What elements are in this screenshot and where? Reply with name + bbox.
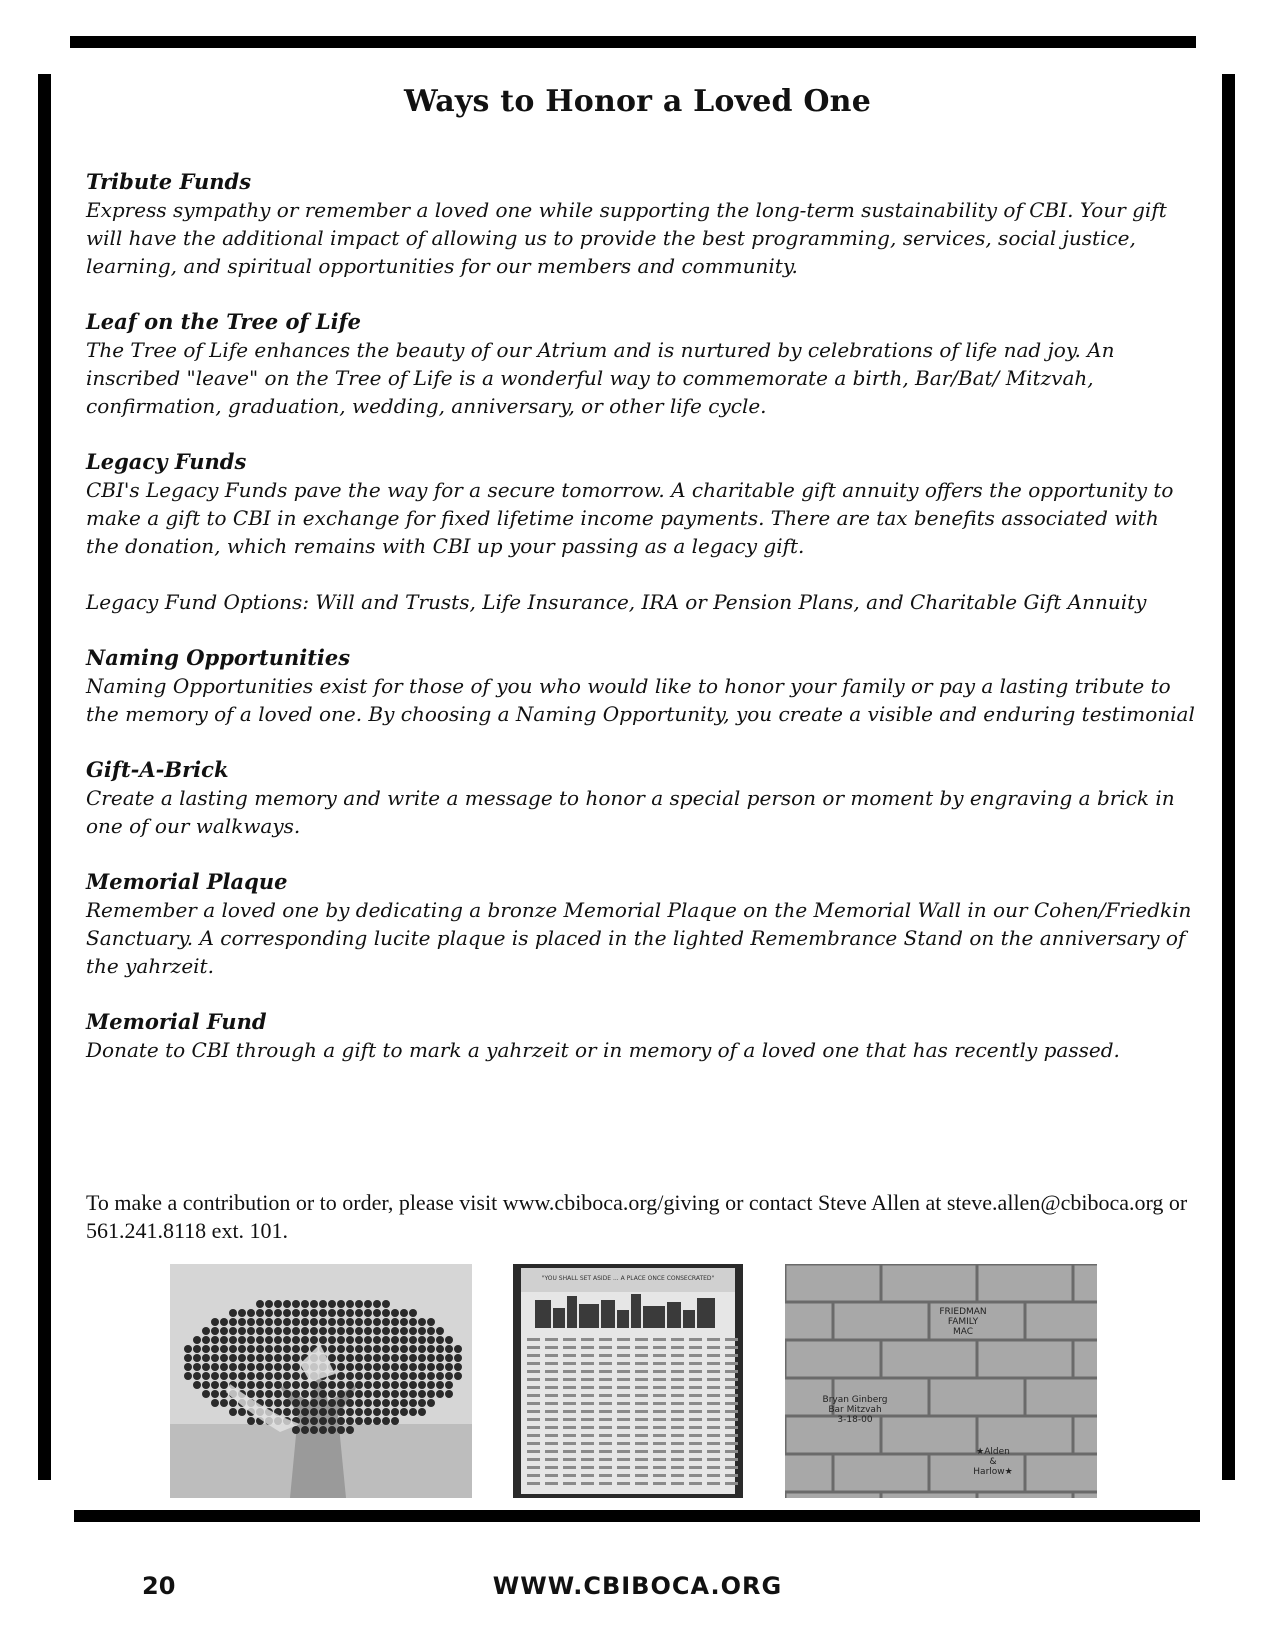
footer-url: WWW.CBIBOCA.ORG: [492, 1572, 783, 1600]
section-heading: Memorial Fund: [86, 1009, 267, 1034]
brick-text: FAMILY: [947, 1317, 979, 1327]
section-naming-opportunities: [86, 644, 1196, 728]
section-heading: Leaf on the Tree of Life: [86, 309, 361, 334]
brick-text: ★Alden: [976, 1447, 1010, 1457]
page-title: Ways to Honor a Loved One: [404, 84, 871, 119]
bottom-border-bar: [74, 1510, 1200, 1522]
section-tree-of-life: [86, 308, 1196, 420]
brick-text: FRIEDMAN: [939, 1307, 987, 1317]
wall-banner-text: "YOU SHALL SET ASIDE ... A PLACE ONCE CONSECRATED": [541, 1275, 715, 1282]
section-memorial-fund: [86, 1008, 1196, 1064]
section-heading: Memorial Plaque: [86, 869, 288, 894]
section-heading: Tribute Funds: [86, 169, 252, 194]
section-gift-a-brick: [86, 756, 1196, 840]
sections-container: [86, 168, 1196, 1092]
section-heading: Naming Opportunities: [86, 645, 351, 670]
section-body: Express sympathy or remember a loved one while supporting the long-term sustainability of CBI. Your gift will have the additional impact of allowing us to provide the best programming, services, social justice, learning, and spiritual opportunities for our members and community.: [86, 198, 1167, 278]
section-body: CBI's Legacy Funds pave the way for a secure tomorrow. A charitable gift annuity offers the opportunity to make a gift to CBI in exchange for fixed lifetime income payments. There are tax benefits associated with the donation, which remains with CBI up your passing as a legacy gift.: [86, 478, 1174, 558]
contact-info: To make a contribution or to order, please visit www.cbiboca.org/giving or contact Steve Allen at steve.allen@cbiboca.org or 561.241.8118 ext. 101.: [86, 1190, 1188, 1243]
section-body: The Tree of Life enhances the beauty of our Atrium and is nurtured by celebrations of life nad joy. An inscribed "leave" on the Tree of Life is a wonderful way to commemorate a birth, Bar/Bat/ Mitzvah, confirmation, graduation, wedding, anniversary, or other life cycle.: [86, 338, 1115, 418]
section-legacy-funds: [86, 448, 1196, 616]
brick-text: Bryan Ginberg: [822, 1395, 888, 1405]
section-tribute-funds: [86, 168, 1196, 280]
section-body: Remember a loved one by dedicating a bronze Memorial Plaque on the Memorial Wall in our Cohen/Friedkin Sanctuary. A corresponding lucite plaque is placed in the lighted Remembrance Stand on the anniversary of the yahrzeit.: [86, 898, 1192, 978]
section-body: Donate to CBI through a gift to mark a yahrzeit or in memory of a loved one that has recently passed.: [86, 1038, 1120, 1062]
photo-strip: [0, 1264, 1275, 1498]
section-memorial-plaque: [86, 868, 1196, 980]
legacy-fund-options: Legacy Fund Options: Will and Trusts, Life Insurance, IRA or Pension Plans, and Charitable Gift Annuity: [86, 590, 1147, 614]
engraved-bricks-photo: [785, 1264, 1097, 1498]
section-heading: Legacy Funds: [86, 449, 247, 474]
brick-text: 3-18-00: [837, 1415, 873, 1425]
brick-text: MAC: [952, 1327, 974, 1337]
brick-text: Harlow★: [973, 1467, 1013, 1477]
section-body: Naming Opportunities exist for those of you who would like to honor your family or pay a lasting tribute to the memory of a loved one. By choosing a Naming Opportunity, you create a visible and enduring testimonial: [86, 674, 1195, 726]
brick-text: &: [989, 1457, 997, 1467]
section-body: Create a lasting memory and write a message to honor a special person or moment by engraving a brick in one of our walkways.: [86, 786, 1175, 838]
top-border-bar: [70, 36, 1196, 48]
tree-of-life-photo: [170, 1264, 472, 1498]
brick-text: Bar Mitzvah: [828, 1405, 882, 1415]
section-heading: Gift-A-Brick: [86, 757, 229, 782]
memorial-wall-photo: [513, 1264, 743, 1498]
page-number: 20: [142, 1572, 176, 1600]
